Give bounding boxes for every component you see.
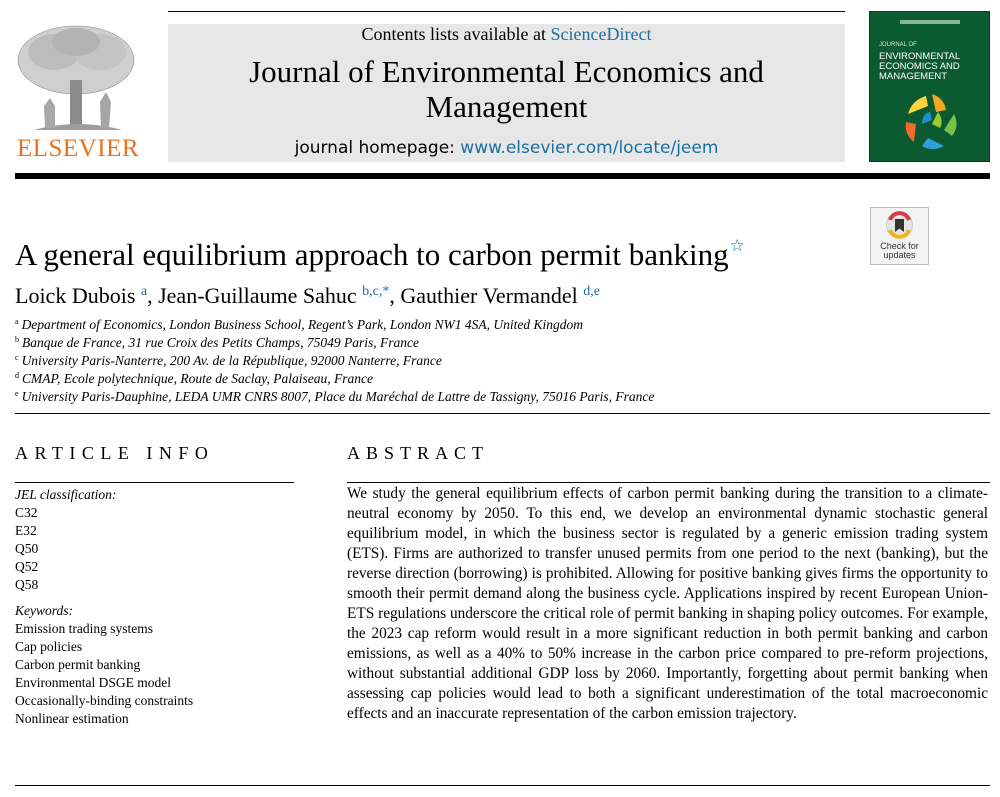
affiliation-mark: c — [15, 353, 19, 362]
affiliation-mark: e — [15, 389, 19, 398]
author-separator: , — [147, 283, 159, 308]
affiliation-mark: d — [15, 371, 19, 380]
journal-homepage-line — [168, 138, 845, 158]
homepage-prefix: journal homepage: — [294, 138, 455, 158]
affiliation-text: University Paris-Dauphine, LEDA UMR CNRS 8007, Place du Maréchal de Lattre de Tassigny, 75016 Paris, France — [21, 389, 655, 404]
sciencedirect-link[interactable]: ScienceDirect — [550, 24, 652, 44]
author-separator: , — [389, 283, 401, 308]
journal-homepage-link[interactable]: www.elsevier.com/locate/jeem — [460, 138, 719, 158]
affiliation-text: Department of Economics, London Business School, Regent’s Park, London NW1 4SA, United Kingdom — [21, 317, 584, 332]
cover-title-main: ENVIRONMENTAL ECONOMICS AND MANAGEMENT — [879, 51, 960, 82]
abstract-heading: ABSTRACT — [347, 443, 490, 463]
bottom-rule — [15, 785, 990, 786]
section-divider — [15, 413, 990, 414]
jel-label: JEL classification: — [15, 487, 117, 502]
jel-code: Q58 — [15, 577, 39, 592]
author-list — [15, 283, 600, 309]
jel-code: E32 — [15, 523, 37, 538]
author-affiliation-mark[interactable]: a — [140, 284, 148, 299]
affiliation-text: Banque de France, 31 rue Croix des Petits Champs, 75049 Paris, France — [22, 335, 419, 350]
journal-title[interactable] — [168, 54, 845, 124]
affiliation-text: CMAP, Ecole polytechnique, Route de Saclay, Palaiseau, France — [22, 371, 374, 386]
keyword-item: Environmental DSGE model — [15, 675, 171, 690]
jel-code: Q52 — [15, 559, 39, 574]
author-name: Jean-Guillaume Sahuc — [158, 283, 357, 308]
affiliation-item — [15, 334, 654, 352]
author-name: Gauthier Vermandel — [400, 283, 578, 308]
keyword-list — [15, 620, 193, 728]
elsevier-wordmark: ELSEVIER — [16, 135, 140, 162]
keyword-item: Carbon permit banking — [15, 657, 141, 672]
elsevier-tree-icon — [14, 22, 142, 134]
author-affiliation-mark[interactable]: d,e — [583, 284, 600, 299]
keyword-item: Occasionally-binding constraints — [15, 693, 194, 708]
cover-issn-strip — [900, 20, 960, 24]
affiliation-mark: b — [15, 335, 19, 344]
elsevier-logo[interactable] — [14, 22, 142, 162]
affiliation-item — [15, 352, 654, 370]
check-for-updates-badge[interactable] — [870, 207, 929, 265]
affiliation-mark: a — [15, 317, 19, 326]
affiliations-list — [15, 316, 654, 406]
recycle-leaves-icon — [892, 84, 972, 156]
crossmark-label-line1: Check for — [880, 241, 919, 251]
author-name: Loick Dubois — [15, 283, 136, 308]
title-footnote-star-icon[interactable]: ☆ — [729, 236, 745, 255]
journal-header-box — [168, 24, 845, 162]
cover-title-small: JOURNAL OF — [879, 42, 917, 48]
keyword-item: Nonlinear estimation — [15, 711, 129, 726]
keyword-item: Emission trading systems — [15, 621, 153, 636]
article-info-heading: ARTICLE INFO — [15, 443, 215, 463]
contents-prefix: Contents lists available at — [361, 24, 546, 44]
affiliation-item — [15, 370, 654, 388]
jel-code-list — [15, 504, 38, 594]
keywords-label: Keywords: — [15, 603, 73, 618]
abstract-rule — [347, 482, 990, 483]
affiliation-item — [15, 388, 654, 406]
journal-title-line2: Management — [425, 89, 588, 124]
crossmark-icon — [871, 208, 928, 242]
affiliation-item — [15, 316, 654, 334]
header-thick-rule — [15, 173, 990, 179]
journal-title-line1: Journal of Environmental Economics and — [249, 54, 764, 89]
jel-code: C32 — [15, 505, 38, 520]
keyword-item: Cap policies — [15, 639, 83, 654]
article-info-rule — [15, 482, 294, 483]
paper-title — [15, 236, 745, 273]
crossmark-label-line2: updates — [883, 250, 916, 260]
contents-line — [168, 24, 845, 45]
abstract-text: We study the general equilibrium effects of carbon permit banking during the transition to a climate-neutral economy by 2050. To this end, we develop an environmental dynamic stochastic general equilibrium model, in which the business sector is regulated by a generic emission trading system (ETS). Firms are authorized to transfer unused permits from one period to the next (banking), but the reverse direction (borrowing) is prohibited. Allowing for positive banking gives firms the opportunity to smooth their permit demand along the business cycle. Applications inspired by recent European Union-ETS regulations underscore the critical role of permit banking in shaping policy outcomes. For example, the 2023 cap reform would result in a more significant reduction in both permit banking and carbon emissions, as well as a 40% to 50% increase in the carbon price compared to pre-reform projections, without substantial additional GDP loss by 2060. Importantly, forgetting about permit banking when assessing cap policies would lead to both a significant underestimation of the total macroeconomic effects and an inaccurate representation of the carbon emission trajectory. — [347, 485, 988, 722]
paper-title-text: A general equilibrium approach to carbon permit banking — [15, 237, 729, 272]
crossmark-label — [871, 242, 928, 260]
jel-code: Q50 — [15, 541, 39, 556]
cover-title — [879, 40, 989, 82]
affiliation-text: University Paris-Nanterre, 200 Av. de la République, 92000 Nanterre, France — [21, 353, 442, 368]
header-top-rule — [168, 11, 845, 12]
author-affiliation-mark[interactable]: b,c,* — [362, 284, 390, 299]
journal-cover-thumbnail[interactable] — [869, 11, 990, 162]
